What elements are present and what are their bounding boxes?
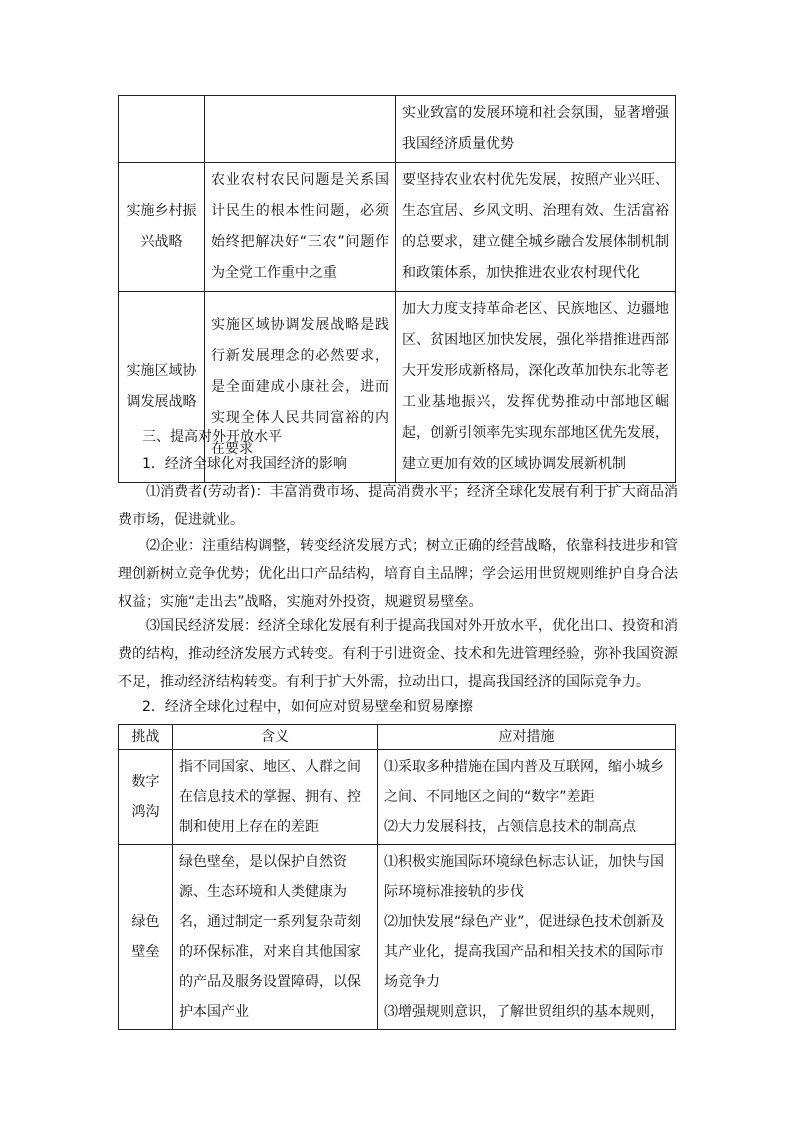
table-cell xyxy=(119,96,205,163)
column-header: 应对措施 xyxy=(378,725,676,750)
table-cell: 数字鸿沟 xyxy=(119,750,173,845)
table-row xyxy=(119,845,676,1030)
table-cell: 绿色壁垒 xyxy=(119,845,173,1030)
table-row xyxy=(119,163,676,292)
paragraph: ⑴消费者(劳动者)：丰富消费市场、提高消费水平；经济全球化发展有利于扩大商品消费市场，促进就业。 xyxy=(118,484,678,528)
table-cell: 绿色壁垒，是以保护自然资源、生态环境和人类健康为名，通过制定一系列复杂苛刻的环保标准，对来自其他国家的产品及服务设置障碍，以保护本国产业 xyxy=(173,845,378,1030)
paragraph: ⑶国民经济发展：经济全球化发展有利于提高我国对外开放水平，优化出口、投资和消费的结构，推动经济发展方式转变。有利于引进资金、技术和先进管理经验，弥补我国资源不足，推动经济结构转变。有利于扩大外需，拉动出口，提高我国经济的国际竞争力。 xyxy=(118,618,678,690)
table-cell: ⑴采取多种措施在国内普及互联网，缩小城乡之间、不同地区之间的“数字”差距 ⑵大力发展科技，占领信息技术的制高点 xyxy=(378,750,676,845)
table-cell xyxy=(205,96,396,163)
table-header-row xyxy=(119,725,676,750)
table-cell: ⑴积极实施国际环境绿色标志认证，加快与国际环境标准接轨的步伐 ⑵加快发展“绿色产业”，促进绿色技术创新及其产业化，提高我国产品和相关技术的国际市场竞争力 ⑶增强规则意识，了解世贸组织的基本规则， xyxy=(378,845,676,1030)
section-heading: 三、提高对外开放水平 xyxy=(142,429,282,445)
table-row xyxy=(119,750,676,845)
table-cell: 加大力度支持革命老区、民族地区、边疆地区、贫困地区加快发展，强化举措推进西部大开发形成新格局，深化改革加快东北等老工业基地振兴，发挥优势推动中部地区崛起，创新引领率先实现东部地区优先发展，建立更加有效的区域协调发展新机制 xyxy=(396,292,676,483)
trade-barrier-table xyxy=(118,724,676,1030)
table-cell: 农业农村农民问题是关系国计民生的根本性问题，必须始终把解决好“三农”问题作为全党工作重中之重 xyxy=(205,163,396,292)
table-cell: 要坚持农业农村优先发展，按照产业兴旺、生态宜居、乡风文明、治理有效、生活富裕的总要求，建立健全城乡融合发展体制机制和政策体系，加快推进农业农村现代化 xyxy=(396,163,676,292)
table-cell: 实业致富的发展环境和社会氛围，显著增强我国经济质量优势 xyxy=(396,96,676,163)
subheading: 1．经济全球化对我国经济的影响 xyxy=(142,456,347,472)
column-header: 挑战 xyxy=(119,725,173,750)
table-row xyxy=(119,96,676,163)
table-cell: 实施区域协调发展战略是践行新发展理念的必然要求，是全面建成小康社会，进而实现全体人民共同富裕的内在要求 xyxy=(205,292,396,483)
column-header: 含义 xyxy=(173,725,378,750)
table-cell: 指不同国家、地区、人群之间在信息技术的掌握、拥有、控制和使用上存在的差距 xyxy=(173,750,378,845)
table-cell: 实施乡村振兴战略 xyxy=(119,163,205,292)
table-cell: 实施区域协调发展战略 xyxy=(119,292,205,483)
paragraph: ⑵企业：注重结构调整，转变经济发展方式；树立正确的经营战略，依靠科技进步和管理创新树立竞争优势；优化出口产品结构，培育自主品牌；学会运用世贸规则维护自身合法权益；实施“走出去”战略，实施对外投资，规避贸易壁垒。 xyxy=(118,538,678,610)
subheading: 2．经济全球化过程中，如何应对贸易壁垒和贸易摩擦 xyxy=(142,699,473,715)
